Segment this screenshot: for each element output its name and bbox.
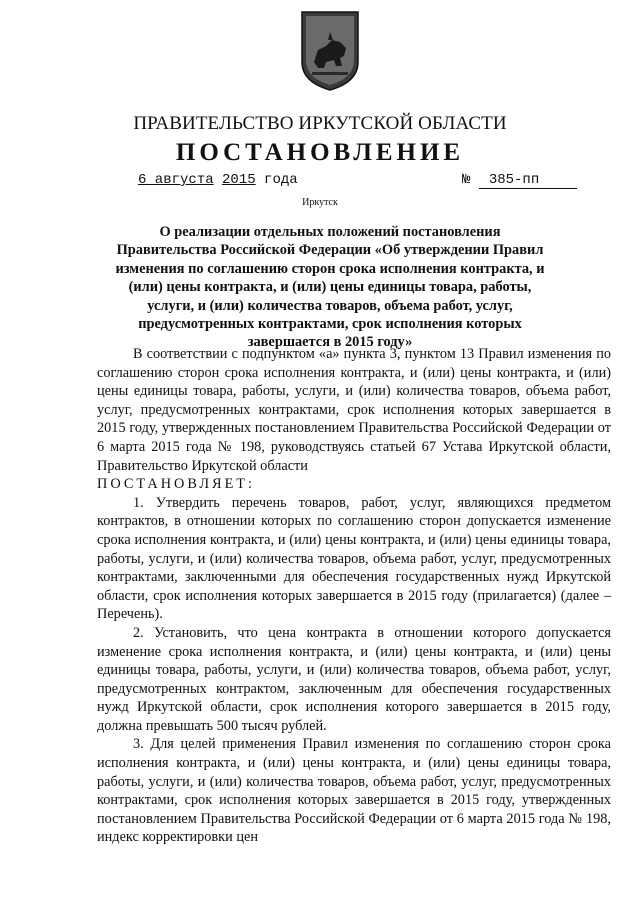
number-value: 385-пп: [479, 172, 577, 189]
city-name: Иркутск: [302, 197, 338, 208]
item-paragraph: 2. Установить, что цена контракта в отношении которого допускается изменение срока исполнения контракта, и (или) цены контракта, и (или) цены единицы товара, работы, услуги, и (или) количества товаров, объема работ, услуг, предусмотренных контрактом, заключенным для обеспечения государственных нужд Иркутской области, срок исполнения которого завершается в 2015 году, должна превышать 500 тысяч рублей.: [97, 624, 611, 734]
document-type: ПОСТАНОВЛЕНИЕ: [175, 139, 465, 166]
document-number: [462, 172, 577, 189]
document-title: О реализации отдельных положений постановления Правительства Российской Федерации «Об утверждении Правил изменения по соглашению сторон срока исполнения контракта, и (или) цены контракта, и (или) цены единицы товара, работы, услуги, и (или) количества товаров, объема работ, услуг, предусмотренных контрактами, срок исполнения которых завершается в 2015 году»: [115, 224, 545, 351]
document-body: [97, 345, 611, 847]
date-year: 2015: [222, 172, 256, 188]
date-day: 6 августа: [138, 172, 214, 188]
organization-name: ПРАВИТЕЛЬСТВО ИРКУТСКОЙ ОБЛАСТИ: [133, 113, 507, 134]
item-paragraph: 3. Для целей применения Правил изменения по соглашению сторон срока исполнения контракта, и (или) цены контракта, и (или) цены единицы товара, работы, услуги, и (или) количества товаров, объема работ, услуг, предусмотренных контрактами, срок исполнения которых завершается в 2015 году, утвержденных постановлением Правительства Российской Федерации от 6 марта 2015 года № 198, индекс корректировки цен: [97, 736, 611, 846]
document-date: [138, 172, 298, 188]
resolves-heading: ПОСТАНОВЛЯЕТ:: [97, 476, 256, 493]
item-paragraph: 1. Утвердить перечень товаров, работ, услуг, являющихся предметом контрактов, в отношении которых по соглашению сторон допускается изменение срока исполнения контракта, и (или) цены контракта, и (или) цены единицы товара, работы, услуги, и (или) количества товаров, объема работ, услуг, предусмотренных контрактами, заключенными для обеспечения государственных нужд Иркутской области, срок исполнения которых завершается в 2015 году (прилагается) (далее – Перечень).: [97, 494, 611, 623]
number-label: №: [462, 172, 471, 188]
preamble-paragraph: В соответствии с подпунктом «а» пункта 3, пунктом 13 Правил изменения по соглашению сторон срока исполнения контракта, и (или) цены контракта, и (или) цены единицы товара, работы, услуги, и (или) количества товаров, объема работ, услуг, предусмотренных контрактами, срок исполнения которых завершается в 2015 году, утвержденных постановлением Правительства Российской Федерации от 6 марта 2015 года № 198, руководствуясь статьей 67 Устава Иркутской области, Правительство Иркутской области: [97, 346, 611, 474]
date-suffix: года: [264, 172, 298, 188]
coat-of-arms-icon: [300, 10, 360, 92]
